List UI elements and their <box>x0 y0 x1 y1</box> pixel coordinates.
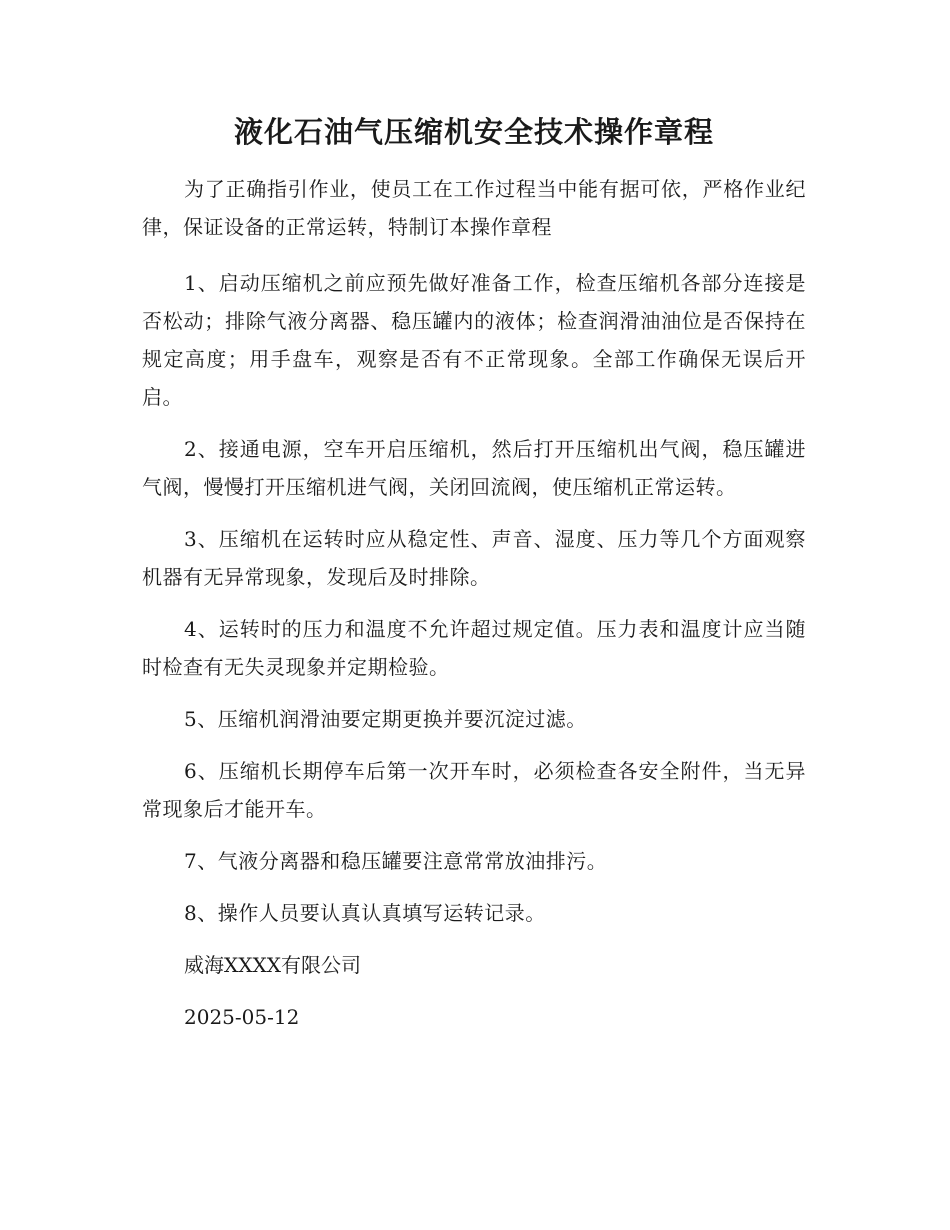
item-1: 1、启动压缩机之前应预先做好准备工作，检查压缩机各部分连接是否松动；排除气液分离器、稳压罐内的液体；检查润滑油油位是否保持在规定高度；用手盘车，观察是否有不正常现象。全部工作确保无误后开启。 <box>142 271 806 409</box>
intro-paragraph: 为了正确指引作业，使员工在工作过程当中能有据可依，严格作业纪律，保证设备的正常运转，特制订本操作章程 <box>142 177 806 239</box>
item-2: 2、接通电源，空车开启压缩机，然后打开压缩机出气阀，稳压罐进气阀，慢慢打开压缩机进气阀，关闭回流阀，使压缩机正常运转。 <box>142 437 806 499</box>
document-date: 2025-05-12 <box>184 1005 300 1029</box>
item-7: 7、气液分离器和稳压罐要注意常常放油排污。 <box>184 849 608 873</box>
item-4: 4、运转时的压力和温度不允许超过规定值。压力表和温度计应当随时检查有无失灵现象并定期检验。 <box>142 617 806 679</box>
item-6: 6、压缩机长期停车后第一次开车时，必须检查各安全附件，当无异常现象后才能开车。 <box>142 759 806 821</box>
item-8: 8、操作人员要认真认真填写运转记录。 <box>184 901 546 925</box>
company-name: 威海XXXX有限公司 <box>184 953 361 977</box>
item-5: 5、压缩机润滑油要定期更换并要沉淀过滤。 <box>184 707 587 731</box>
document-page <box>142 108 806 1050</box>
document-title: 液化石油气压缩机安全技术操作章程 <box>233 115 714 149</box>
item-3: 3、压缩机在运转时应从稳定性、声音、湿度、压力等几个方面观察机器有无异常现象，发现后及时排除。 <box>142 527 806 589</box>
